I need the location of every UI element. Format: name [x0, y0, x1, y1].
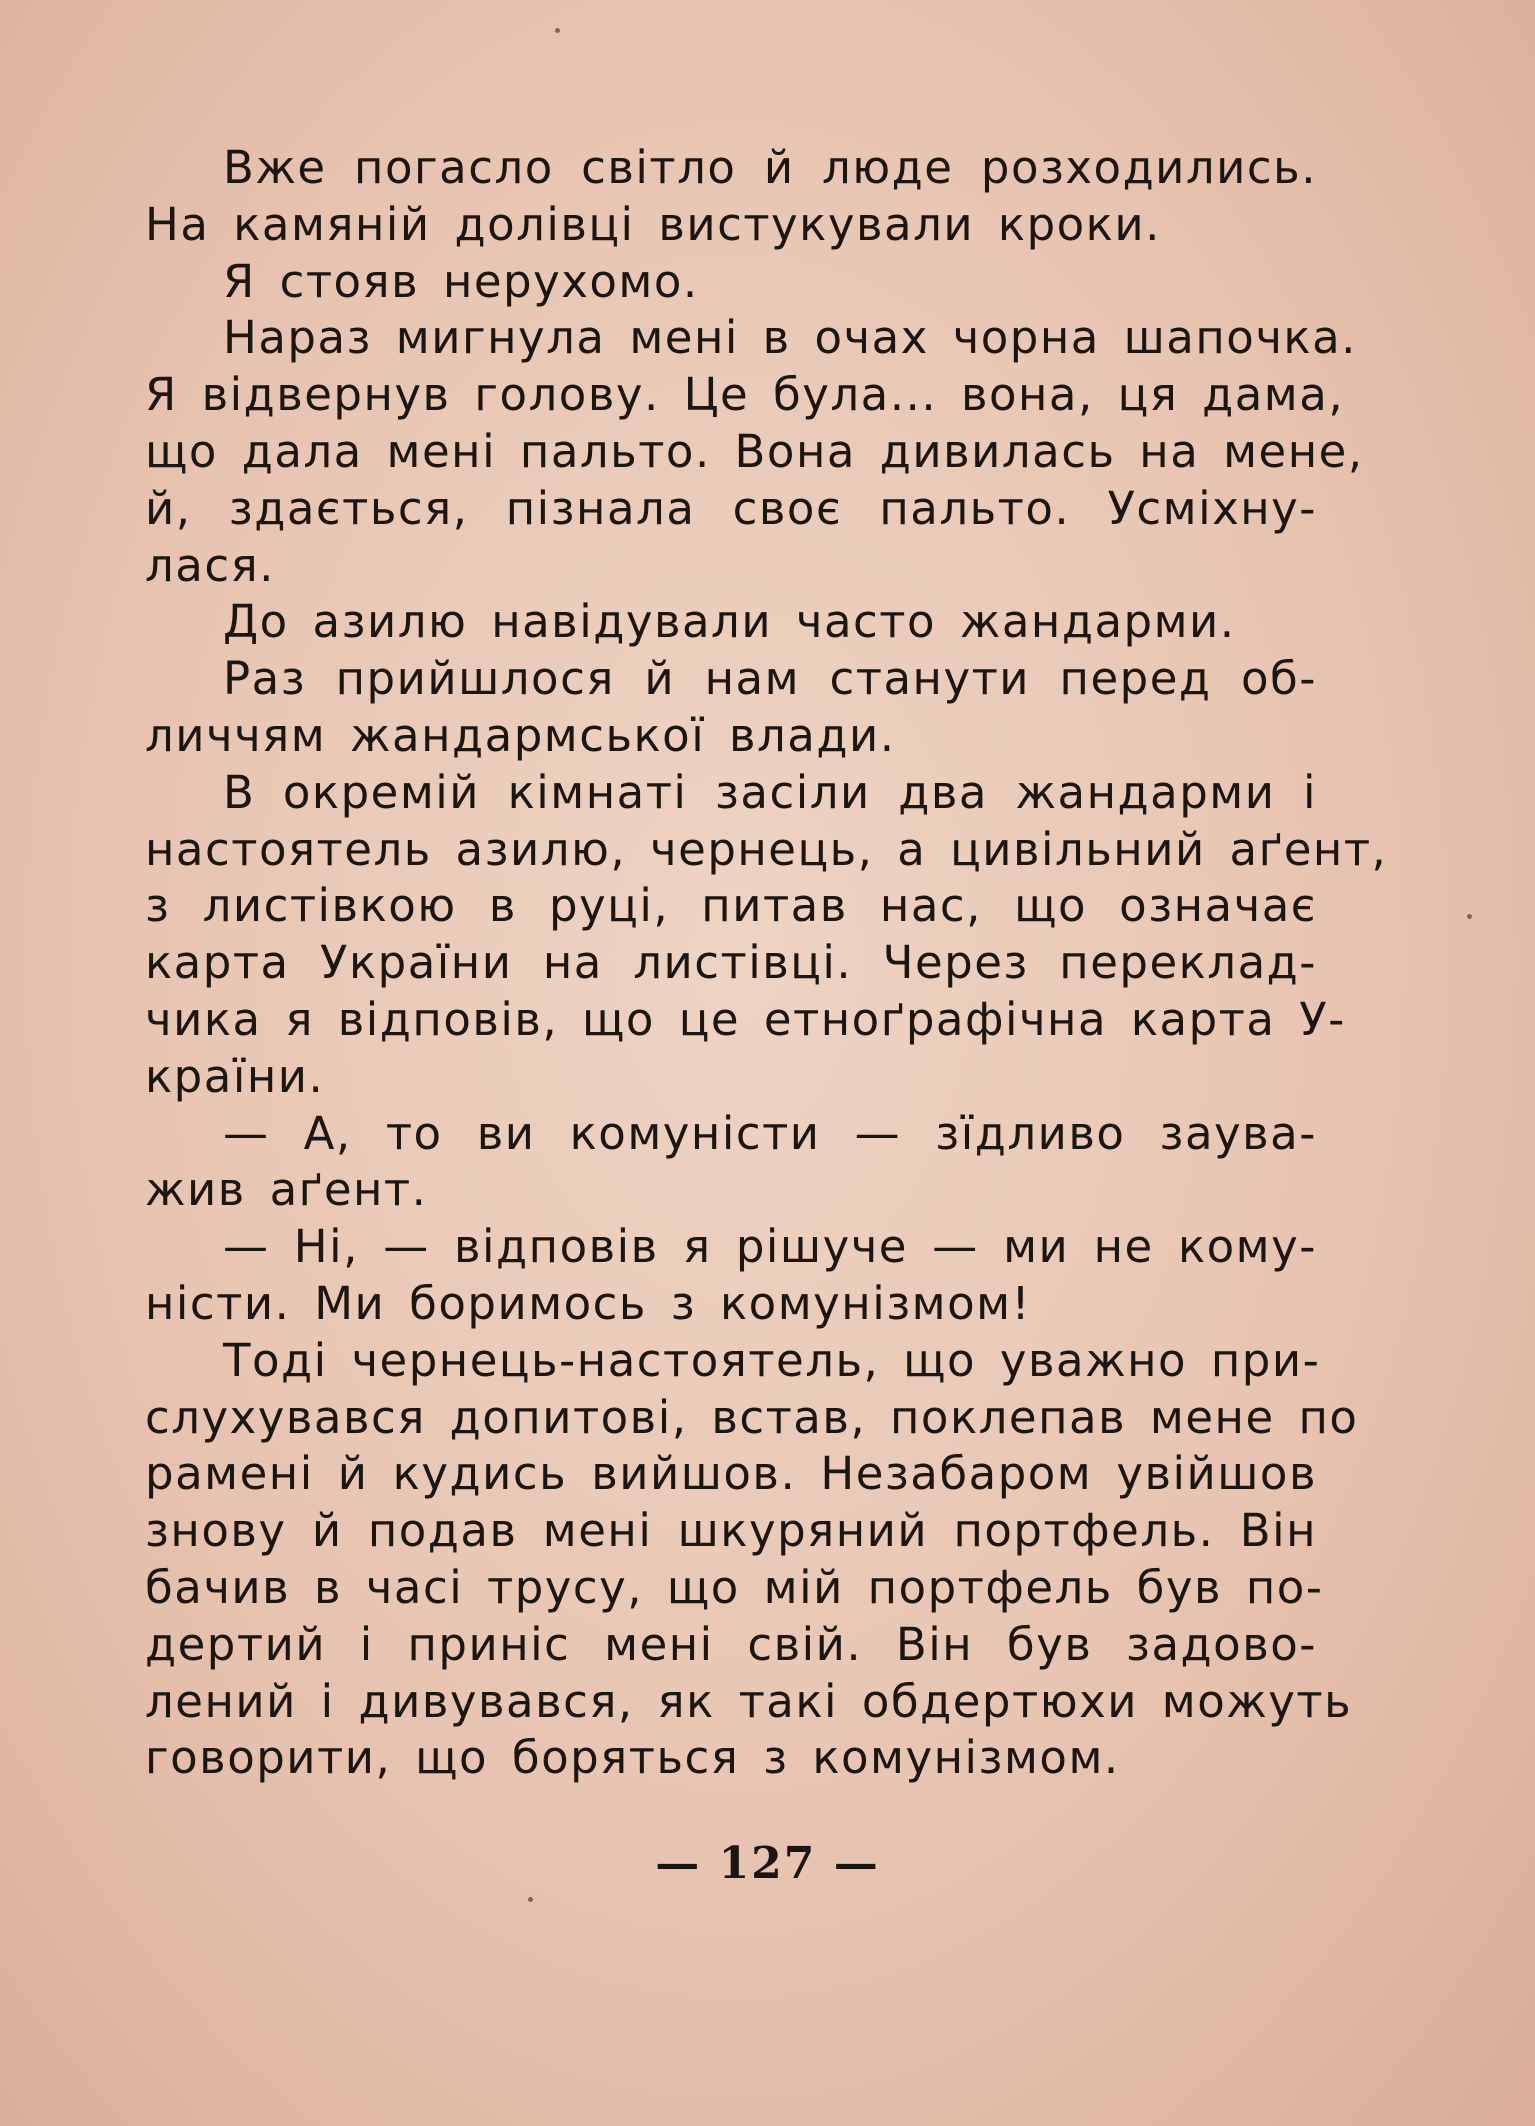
text-line: личчям жандармської влади.	[145, 708, 896, 762]
text-line: На камяній долівці вистукували кроки.	[145, 197, 1161, 251]
text-line: До азилю навідували часто жандарми.	[223, 595, 1236, 649]
text-line: чика я відповів, що це етноґрафічна карта У-	[145, 992, 1346, 1046]
text-line: країни.	[145, 1049, 325, 1103]
paper-speck	[528, 1897, 533, 1902]
text-line: жив аґент.	[145, 1163, 428, 1217]
text-line: Я відвернув голову. Це була... вона, ця дама,	[145, 368, 1345, 422]
text-line: дертий і приніс мені свій. Він був задово-	[145, 1617, 1317, 1671]
text-line: з листівкою в руці, питав нас, що означає	[145, 879, 1317, 933]
text-line: Вже погасло світло й люде розходились.	[223, 141, 1317, 194]
text-line: знову й подав мені шкуряний портфель. Він	[145, 1504, 1317, 1558]
text-line: говорити, що боряться з комунізмом.	[145, 1731, 1120, 1785]
text-line: Раз прийшлося й нам станути перед об-	[223, 652, 1317, 706]
text-line: лений і дивувався, як такі обдертюхи можуть	[145, 1674, 1353, 1728]
text-line: В окремій кімнаті засіли два жандарми і	[223, 765, 1317, 819]
text-line: — Ні, — відповів я рішуче — ми не кому-	[223, 1220, 1317, 1274]
text-line: — А, то ви комуністи — зїдливо заува-	[223, 1106, 1317, 1160]
text-line: Нараз мигнула мені в очах чорна шапочка.	[223, 311, 1357, 365]
text-line: Я стояв нерухомо.	[223, 254, 699, 308]
text-line: карта України на листівці. Через переклад-	[145, 936, 1317, 990]
paper-speck	[1467, 914, 1472, 919]
body-text	[145, 140, 1388, 1787]
text-line: ністи. Ми боримось з комунізмом!	[145, 1276, 1032, 1330]
text-line: лася.	[145, 538, 275, 592]
text-line: рамені й кудись вийшов. Незабаром увійшов	[145, 1447, 1317, 1501]
paper-speck	[555, 28, 560, 33]
page-number: — 127 —	[655, 1838, 880, 1889]
text-line: настоятель азилю, чернець, а цивільний аґент,	[145, 822, 1388, 876]
text-line: слухувався допитові, встав, поклепав мене по	[145, 1390, 1359, 1444]
text-line: бачив в часі трусу, що мій портфель був по-	[145, 1560, 1324, 1614]
text-line: Тоді чернець-настоятель, що уважно при-	[223, 1333, 1321, 1387]
text-line: що дала мені пальто. Вона дивилась на мене,	[145, 424, 1364, 478]
text-line: й, здається, пізнала своє пальто. Усміхну-	[145, 481, 1317, 535]
